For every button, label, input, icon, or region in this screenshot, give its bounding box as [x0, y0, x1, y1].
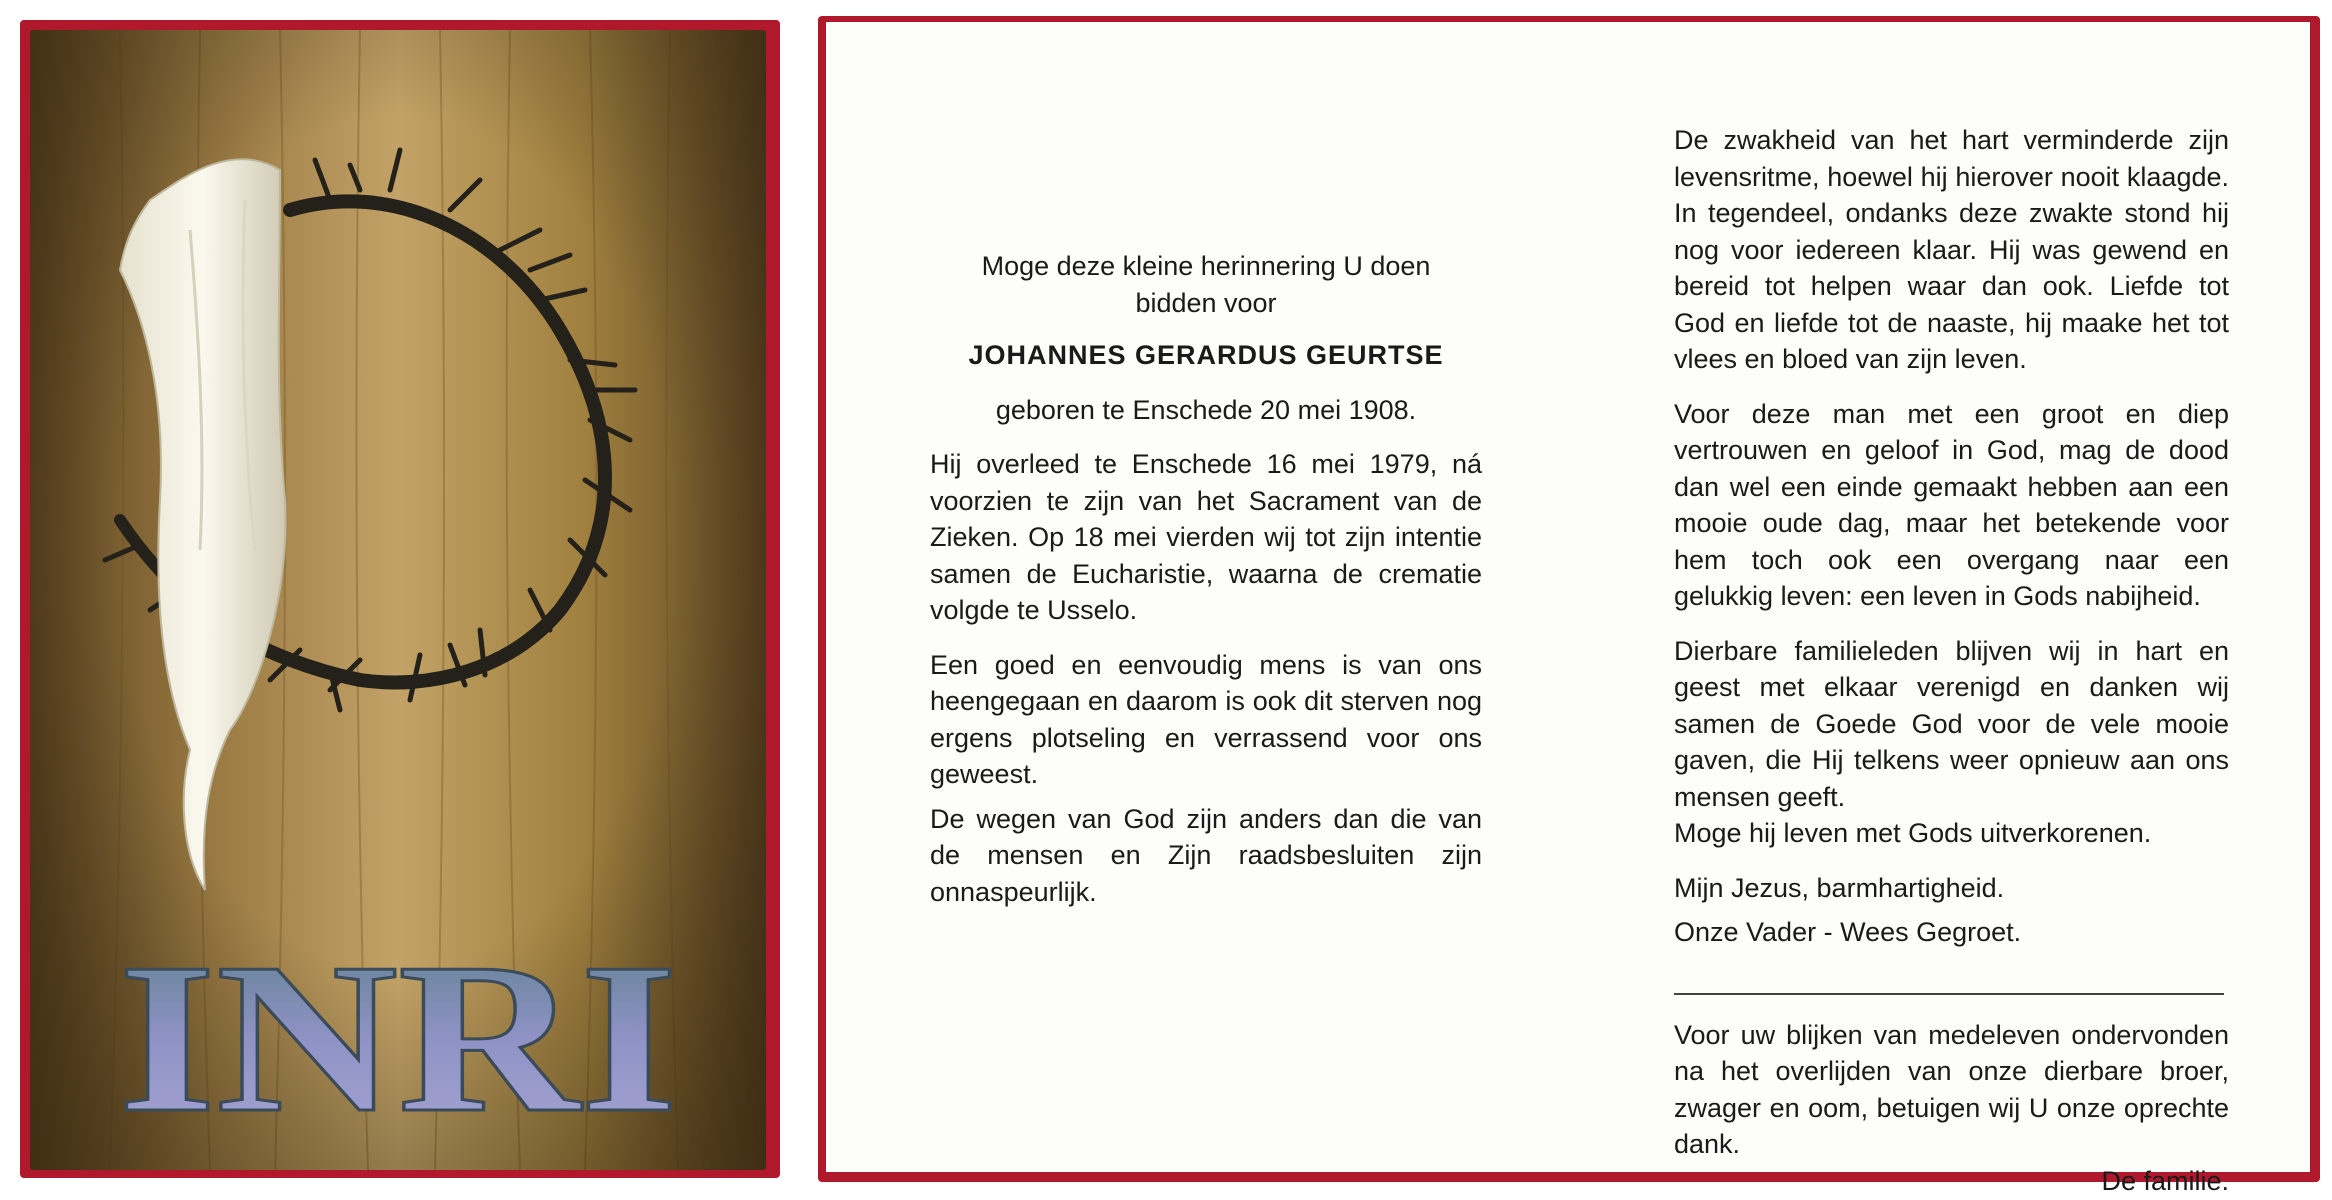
intro-line-2: bidden voor: [1135, 287, 1277, 318]
faith-paragraph: Voor deze man met een groot en diep vertrouwen en geloof in God, mag de dood dan wel een einde gemaakt hebben aan een mooie oude dag, maar het betekende voor hem toch ook een overgang naar een gelukkig leven: een leven in Gods nabijheid.: [1674, 398, 2229, 611]
heart-paragraph: De zwakheid van het hart verminderde zijn levensritme, hoewel hij hierover nooit klaagde. In tegendeel, ondanks deze zwakte stond hij nog voor iedereen klaar. Hij was gewend en bereid tot helpen waar dan ook. Liefde tot God en liefde tot de naaste, hij maake het tot vlees en bloed van zijn leven.: [1674, 125, 2229, 374]
birth-line: geboren te Enschede 20 mei 1908.: [995, 394, 1417, 425]
card-paper: [826, 22, 2310, 1196]
inri-artwork: [30, 30, 766, 1170]
intro-line-1: Moge deze kleine herinnering U doen: [981, 251, 1431, 281]
inri-inscription: INRI: [118, 918, 678, 1157]
remembrance-paragraph: Een goed en eenvoudig mens is van ons heengegaan en daarom is ook dit sterven nog ergens plotseling en verrassend voor ons geweest.: [930, 649, 1482, 789]
artwork-svg: [30, 30, 766, 1170]
ways-of-god-paragraph: De wegen van God zijn anders dan die van de mensen en Zijn raadsbesluiten zijn onnaspeurlijk.: [930, 803, 1482, 907]
right-text-column: [1674, 122, 2229, 1199]
signature: De familie.: [2101, 1165, 2229, 1196]
memorial-card-front: [20, 20, 780, 1178]
prayer-line-2: Onze Vader - Wees Gegroet.: [1674, 917, 2022, 947]
deceased-name: JOHANNES GERARDUS GEURTSE: [968, 340, 1444, 370]
divider-line: [1674, 993, 2224, 995]
left-text-column: [930, 248, 1482, 910]
family-paragraph: Dierbare familieleden blijven wij in hart en geest met elkaar verenigd en danken wij samen de Goede God voor de vele mooie gaven, die Hij telkens weer opnieuw aan ons mensen geeft.: [1674, 635, 2229, 812]
memorial-card-inside: [818, 16, 2320, 1196]
thanks-paragraph: Voor uw blijken van medeleven ondervonden na het overlijden van onze dierbare broer, zwager en oom, betuigen wij U onze oprechte dank.: [1674, 1019, 2229, 1159]
family-paragraph-last-line: Moge hij leven met Gods uitverkorenen.: [1674, 818, 2152, 848]
prayer-line-1: Mijn Jezus, barmhartigheid.: [1674, 872, 2005, 903]
death-paragraph: Hij overleed te Enschede 16 mei 1979, ná voorzien te zijn van het Sacrament van de Zieken. Op 18 mei vierden wij tot zijn intentie samen de Eucharistie, waarna de crematie volgde te Usselo.: [930, 449, 1482, 625]
